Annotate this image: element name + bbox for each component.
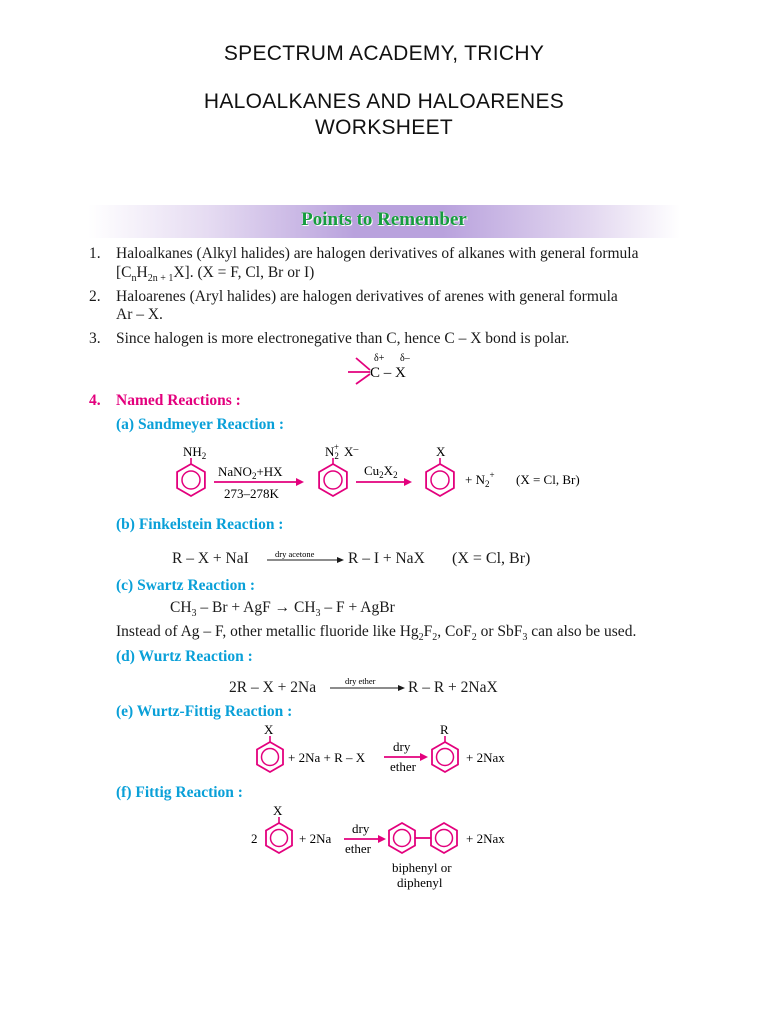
finkelstein-condition: (X = Cl, Br) — [452, 550, 531, 567]
bond-label: C – X — [370, 365, 406, 381]
cu-reagent: $Cu_2X_2$ — [364, 463, 398, 480]
benzene-haloarene — [426, 464, 454, 496]
wurtz-arrow — [328, 675, 406, 697]
benzene-fittig-reactant — [266, 823, 292, 853]
wf-reagents: + 2Na + R – X — [288, 750, 366, 765]
wurtz-heading: (d) Wurtz Reaction : — [116, 648, 253, 665]
point-1-formula: $[C_nH_{2n + 1}X]$. (X = F, Cl, Br or I) — [116, 264, 315, 285]
benzene-biphenyl-right — [431, 823, 457, 853]
fittig-scheme — [245, 800, 535, 896]
benzene-biphenyl-left — [389, 823, 415, 853]
point-2-line2: Ar – X. — [116, 306, 163, 323]
finkelstein-arrow-label: dry acetone — [275, 549, 315, 559]
benzene-diazonium — [319, 464, 347, 496]
wurtz-rhs: R – R + 2NaX — [408, 679, 498, 696]
point-3-line1: Since halogen is more electronegative than C, hence C – X bond is polar. — [116, 330, 570, 347]
wf-arrow-top: dry — [393, 739, 411, 754]
points-banner — [88, 205, 680, 238]
wurtz-fittig-scheme — [240, 720, 540, 778]
wf-product-r: R — [440, 722, 449, 737]
fittig-arrow-bottom: ether — [345, 841, 371, 856]
wf-arrow-bottom: ether — [390, 759, 416, 774]
fittig-heading: (f) Fittig Reaction : — [116, 784, 243, 801]
nitrogen-byproduct: + $N_2^+$ — [465, 470, 495, 489]
delta-plus: δ+ — [374, 353, 385, 364]
diazo-label: $N_2+ X^-$ — [325, 442, 359, 461]
benzene-alkylarene — [432, 742, 458, 772]
finkelstein-rhs: R – I + NaX — [348, 550, 425, 567]
wf-byproduct: + 2Nax — [466, 750, 505, 765]
sandmeyer-heading: (a) Sandmeyer Reaction : — [116, 416, 285, 433]
nh2-label: $NH_2$ — [183, 444, 207, 461]
worksheet-title-line2: WORKSHEET — [314, 116, 454, 139]
academy-title: SPECTRUM ACADEMY, TRICHY — [223, 42, 545, 65]
fittig-product-name-1: biphenyl or — [392, 860, 452, 875]
sandmeyer-reagent-top: NaNO$_2$+HX — [218, 464, 283, 481]
banner-title: Points to Remember — [301, 209, 467, 230]
worksheet-title-line1: HALOALKANES AND HALOARENES — [203, 90, 565, 113]
point-1-number: 1. — [89, 245, 101, 262]
fittig-reagents: + 2Na — [299, 831, 332, 846]
finkelstein-heading: (b) Finkelstein Reaction : — [116, 516, 284, 533]
point-2-line1: Haloarenes (Aryl halides) are halogen derivatives of arenes with general formula — [116, 288, 618, 305]
benzene-aryl-halide — [257, 742, 283, 772]
point-2-number: 2. — [89, 288, 101, 305]
product-x-label: X — [436, 444, 446, 459]
finkelstein-lhs: R – X + NaI — [172, 550, 249, 567]
fittig-reactant-x: X — [273, 803, 283, 818]
finkelstein-arrow — [265, 548, 345, 570]
sandmeyer-scheme — [170, 440, 610, 506]
delta-minus: δ– — [400, 353, 410, 364]
fittig-arrow-top: dry — [352, 821, 370, 836]
point-3-number: 3. — [89, 330, 101, 347]
swartz-heading: (c) Swartz Reaction : — [116, 577, 256, 594]
sandmeyer-condition: (X = Cl, Br) — [516, 472, 580, 487]
fittig-product-name-2: diphenyl — [397, 875, 443, 890]
named-reactions-heading: Named Reactions : — [116, 392, 241, 409]
wurtz-arrow-label: dry ether — [345, 676, 376, 686]
fittig-byproduct: + 2Nax — [466, 831, 505, 846]
fittig-coefficient: 2 — [251, 831, 258, 846]
point-1-line1: Haloalkanes (Alkyl halides) are halogen derivatives of alkanes with general formula — [116, 245, 639, 262]
benzene-aniline — [177, 464, 205, 496]
swartz-equation: $CH_3$ – Br + AgF → $CH_3$ – F + AgBr — [170, 599, 395, 620]
wurtz-fittig-heading: (e) Wurtz-Fittig Reaction : — [116, 703, 293, 720]
wurtz-lhs: 2R – X + 2Na — [229, 679, 317, 696]
sandmeyer-reagent-bottom: 273–278K — [224, 486, 279, 501]
wf-reactant-x: X — [264, 722, 274, 737]
point-4-number: 4. — [89, 392, 101, 409]
polar-bond-diagram — [340, 348, 420, 386]
swartz-note: Instead of Ag – F, other metallic fluoride like $Hg_2F_2$, CoF$_2$ or SbF$_3$ can also be used. — [116, 623, 637, 644]
